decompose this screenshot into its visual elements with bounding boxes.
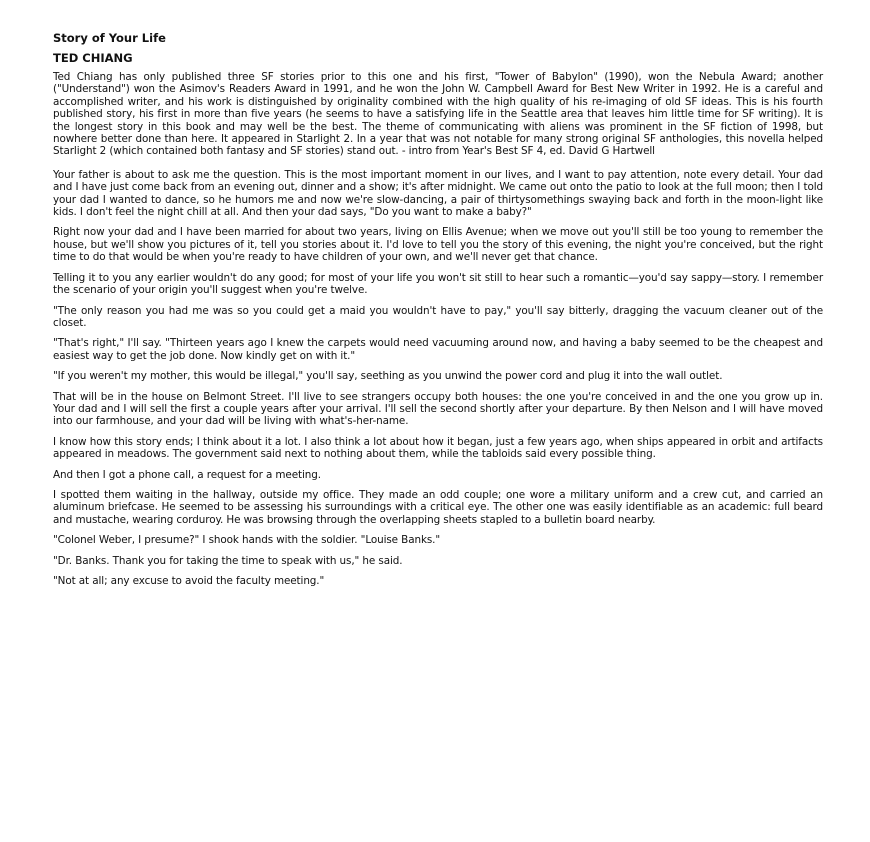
paragraph: And then I got a phone call, a request for a meeting. [53,468,321,481]
paragraph: "The only reason you had me was so you could get a maid you wouldn't have to pay," you'll say bitterly, dragging the vacuum cleaner out of the closet. [53,304,823,329]
paragraph: Your father is about to ask me the question. This is the most important moment in our lives, and I want to pay attention, note every detail. Your dad and I have just come back from an evening out, dinner and a show; it's after midnight. We came out onto the patio to look at the full moon; then I told your dad I wanted to dance, so he humors me and now we're slow-dancing, a pair of thirtysomethings swaying back and forth in the moon-light like kids. I don't feel the night chill at all. And then your dad says, "Do you want to make a baby?" [53,168,823,219]
paragraph: "If you weren't my mother, this would be illegal," you'll say, seething as you unwind the power cord and plug it into the wall outlet. [53,370,723,383]
paragraph: "That's right," I'll say. "Thirteen years ago I knew the carpets would need vacuuming around now, and having a baby seemed to be the cheapest and easiest way to get the job done. Now kindly get on with it." [53,337,823,362]
intro-paragraph: Ted Chiang has only published three SF stories prior to this one and his first, "Tower of Babylon" (1990), won the Nebula Award; another ("Understand") won the Asimov's Readers Award in 1991, and he won the John W. Campbell Award for Best New Writer in 1992. He is a careful and accomplished writer, and his work is distinguished by originality combined with the high quality of his re-imaging of old SF ideas. This is his fourth published story, his first in more than five years (he seems to have a satisfying life in the Seattle area that leaves him little time for SF writing). It is the longest story in this book and may well be the best. The theme of communicating with aliens was prominent in the SF fiction of 1998, but nowhere better done than here. It appeared in Starlight 2. In a year that was not notable for many strong original SF anthologies, this novella helped Starlight 2 (which contained both fantasy and SF stories) stand out. - intro from Year's Best SF 4, ed. David G Hartwell [53,71,823,158]
paragraph: I spotted them waiting in the hallway, outside my office. They made an odd couple; one wore a military uniform and a crew cut, and carried an aluminum briefcase. He seemed to be assessing his surroundings with a critical eye. The other one was easily identifiable as an academic: full beard and mustache, wearing corduroy. He was browsing through the overlapping sheets stapled to a bulletin board nearby. [53,488,823,526]
paragraph: "Not at all; any excuse to avoid the faculty meeting." [53,575,325,587]
paragraph: I know how this story ends; I think about it a lot. I also think a lot about how it began, just a few years ago, when ships appeared in orbit and artifacts appeared in meadows. The government said next to nothing about them, while the tabloids said every possible thing. [53,435,823,461]
story-title: Story of Your Life [53,31,166,45]
paragraph: "Dr. Banks. Thank you for taking the time to speak with us," he said. [53,554,403,567]
paragraph: That will be in the house on Belmont Street. I'll live to see strangers occupy both houses: the one you're conceived in and the one you grow up in. Your dad and I will sell the first a couple years after your arrival. I'll sell the second shortly after your departure. By then Nelson and I will have moved into our farmhouse, and your dad will be living with what's-her-name. [53,390,823,428]
paragraph: Telling it to you any earlier wouldn't do any good; for most of your life you won't sit still to hear such a romantic—you'd say sappy—story. I remember the scenario of your origin you'll suggest when you're twelve. [53,271,823,297]
paragraph: "Colonel Weber, I presume?" I shook hands with the soldier. "Louise Banks." [53,534,441,547]
author-name: TED CHIANG [53,51,133,65]
document-page [53,30,823,595]
paragraph: Right now your dad and I have been married for about two years, living on Ellis Avenue; when we move out you'll still be too young to remember the house, but we'll show you pictures of it, tell you stories about it. I'd love to tell you the story of this evening, the night you're conceived, but the right time to do that would be when you're ready to have children of your own, and we'll never get that chance. [53,226,823,264]
